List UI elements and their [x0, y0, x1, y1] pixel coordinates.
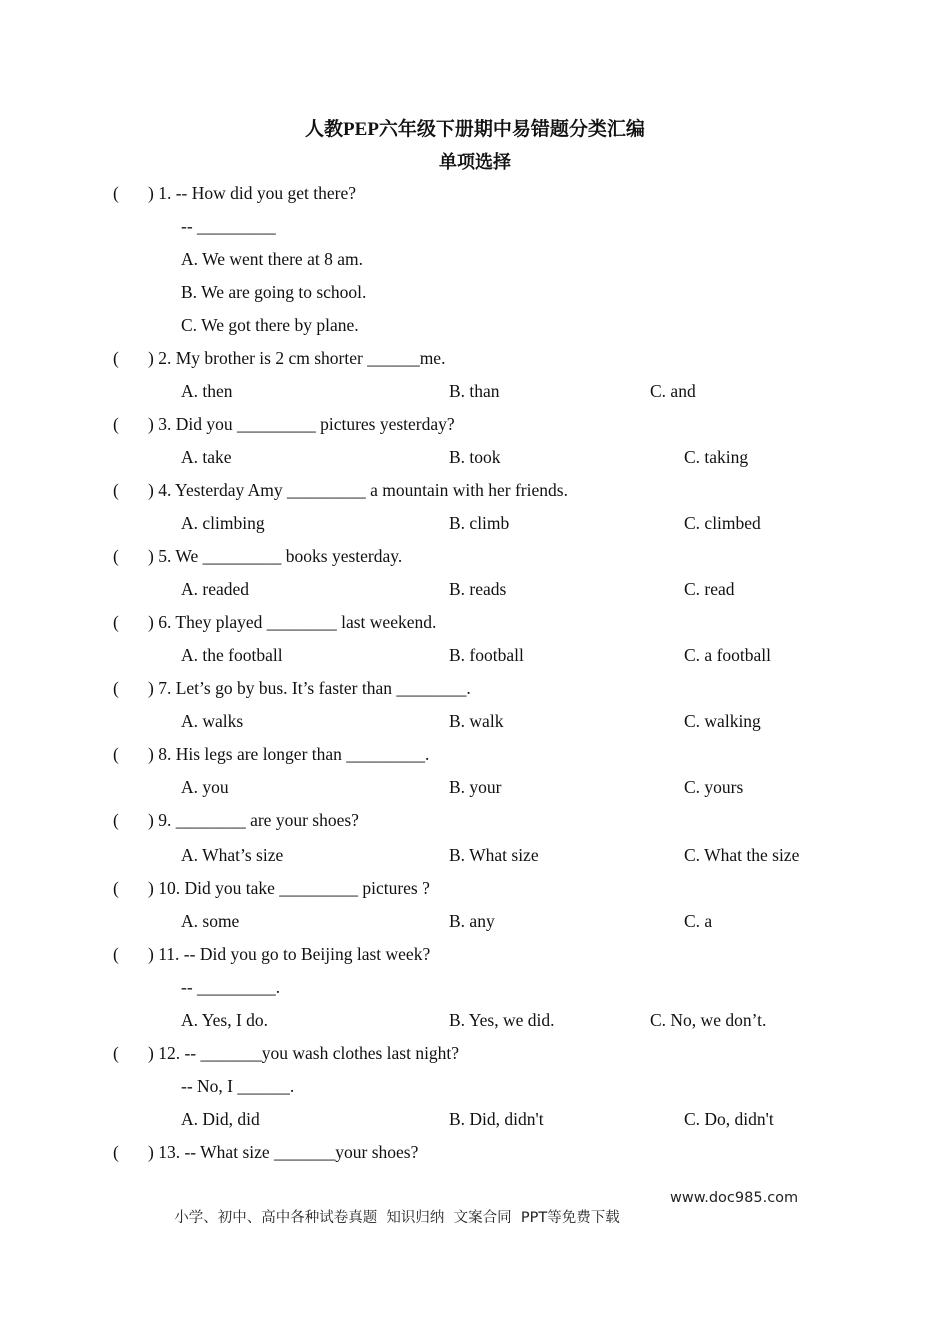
answer-paren: ( — [113, 612, 119, 632]
question-13-stem: ) 13. -- What size _______your shoes? — [148, 1142, 419, 1162]
question-4-option-c: C. climbed — [684, 513, 761, 533]
footer-website-link[interactable]: www.doc985.com — [670, 1190, 799, 1206]
question-3-stem: ) 3. Did you _________ pictures yesterday? — [148, 414, 455, 434]
question-1-reply: -- _________ — [181, 216, 276, 236]
question-12-stem: ) 12. -- _______you wash clothes last night? — [148, 1043, 460, 1063]
question-1-stem: ) 1. -- How did you get there? — [148, 183, 356, 203]
question-6-option-b: B. football — [449, 645, 524, 665]
question-9-option-c: C. What the size — [684, 845, 800, 865]
answer-paren: ( — [113, 183, 119, 203]
question-6-option-a: A. the football — [181, 645, 283, 665]
answer-paren: ( — [113, 878, 119, 898]
answer-paren: ( — [113, 546, 119, 566]
question-5-option-c: C. read — [684, 579, 735, 599]
question-3-option-a: A. take — [181, 447, 232, 467]
question-8-stem: ) 8. His legs are longer than _________. — [148, 744, 430, 764]
question-5-option-b: B. reads — [449, 579, 507, 599]
question-11-reply: -- _________. — [181, 977, 281, 997]
page-footer — [165, 1190, 805, 1243]
answer-paren: ( — [113, 348, 119, 368]
answer-paren: ( — [113, 944, 119, 964]
question-12-option-a: A. Did, did — [181, 1109, 260, 1129]
answer-paren: ( — [113, 414, 119, 434]
answer-paren: ( — [113, 480, 119, 500]
question-12-option-c: C. Do, didn't — [684, 1109, 774, 1129]
answer-paren: ( — [113, 678, 119, 698]
question-10-option-a: A. some — [181, 911, 240, 931]
question-4-option-b: B. climb — [449, 513, 510, 533]
question-11-option-b: B. Yes, we did. — [449, 1010, 555, 1030]
question-11-option-a: A. Yes, I do. — [181, 1010, 269, 1030]
question-8-option-c: C. yours — [684, 777, 744, 797]
question-8-option-a: A. you — [181, 777, 229, 797]
question-7-option-c: C. walking — [684, 711, 761, 731]
question-6-stem: ) 6. They played ________ last weekend. — [148, 612, 437, 632]
question-1-option-a: A. We went there at 8 am. — [181, 249, 363, 269]
question-7-stem: ) 7. Let’s go by bus. It’s faster than ________. — [148, 678, 471, 698]
section-title: 单项选择 — [439, 152, 511, 172]
question-10-option-b: B. any — [449, 911, 495, 931]
answer-paren: ( — [113, 1142, 119, 1162]
question-11-stem: ) 11. -- Did you go to Beijing last week? — [148, 944, 431, 964]
question-9-option-b: B. What size — [449, 845, 539, 865]
question-6-option-c: C. a football — [684, 645, 771, 665]
question-2-option-b: B. than — [449, 381, 500, 401]
question-7-option-a: A. walks — [181, 711, 244, 731]
question-3-option-c: C. taking — [684, 447, 749, 467]
question-1-option-b: B. We are going to school. — [181, 282, 367, 302]
question-11-option-c: C. No, we don’t. — [650, 1010, 767, 1030]
question-2-option-a: A. then — [181, 381, 233, 401]
question-12-option-b: B. Did, didn't — [449, 1109, 544, 1129]
question-1-option-c: C. We got there by plane. — [181, 315, 359, 335]
answer-paren: ( — [113, 1043, 119, 1063]
question-7-option-b: B. walk — [449, 711, 504, 731]
question-2-stem: ) 2. My brother is 2 cm shorter ______me. — [148, 348, 446, 368]
question-3-option-b: B. took — [449, 447, 501, 467]
answer-paren: ( — [113, 810, 119, 830]
footer-text: 小学、初中、高中各种试卷真题 知识归纳 文案合同 PPT等免费下载 — [174, 1210, 620, 1226]
question-9-option-a: A. What’s size — [181, 845, 284, 865]
question-5-stem: ) 5. We _________ books yesterday. — [148, 546, 403, 566]
question-4-stem: ) 4. Yesterday Amy _________ a mountain with her friends. — [148, 480, 568, 500]
question-5-option-a: A. readed — [181, 579, 250, 599]
question-8-option-b: B. your — [449, 777, 502, 797]
question-4-option-a: A. climbing — [181, 513, 265, 533]
question-10-option-c: C. a — [684, 911, 713, 931]
question-2-option-c: C. and — [650, 381, 696, 401]
document-title: 人教PEP六年级下册期中易错题分类汇编 — [305, 119, 645, 140]
question-10-stem: ) 10. Did you take _________ pictures ? — [148, 878, 430, 898]
answer-paren: ( — [113, 744, 119, 764]
question-12-reply: -- No, I ______. — [181, 1076, 295, 1096]
question-9-stem: ) 9. ________ are your shoes? — [148, 810, 359, 830]
